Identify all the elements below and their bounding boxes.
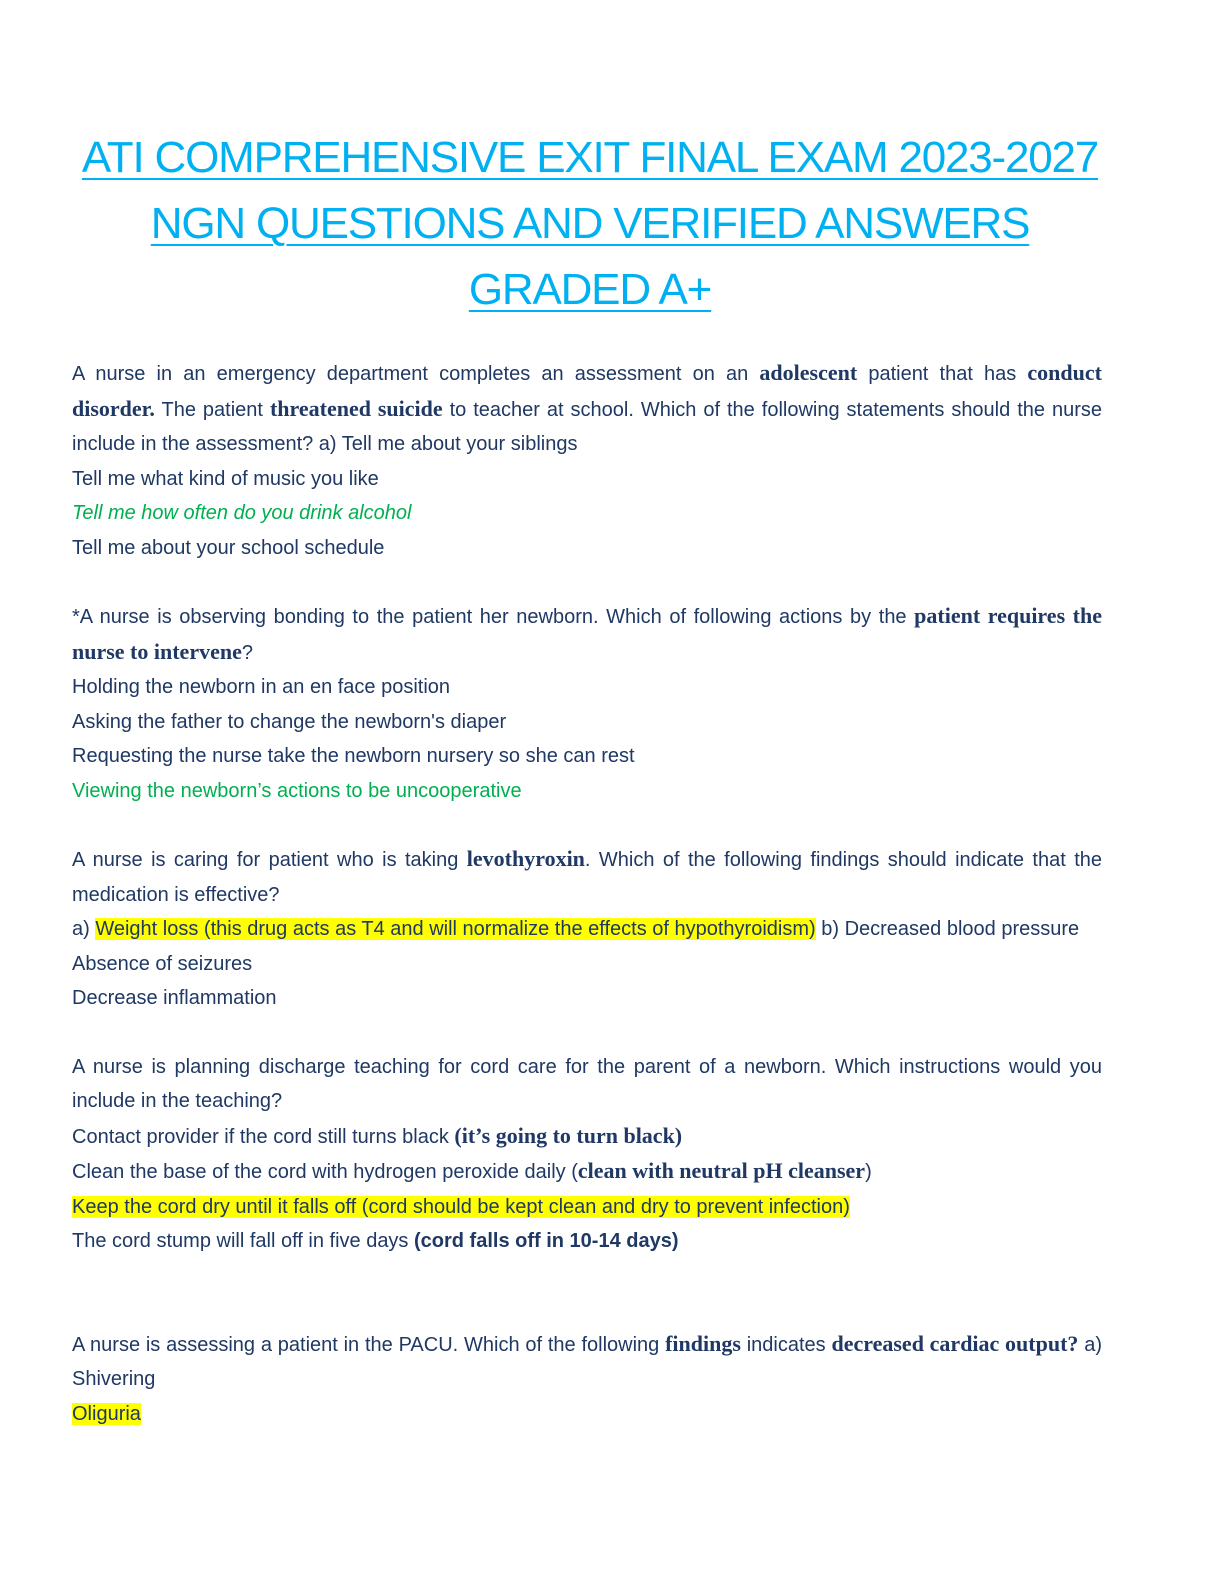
- correct-answer: Weight loss (this drug acts as T4 and will normalize the effects of hypothyroidism): [95, 918, 816, 940]
- answer-option: [72, 1119, 1102, 1155]
- text: indicates: [740, 1333, 832, 1356]
- bold-text: findings: [665, 1330, 741, 1356]
- question-stem: [72, 356, 1102, 462]
- text: to teacher at school. Which of the following statements should the nurse include in the assessment? a) Tell me about your siblings: [72, 398, 1102, 455]
- text: Clean the base of the cord with hydrogen peroxide daily (: [72, 1161, 578, 1183]
- answer-option: Requesting the nurse take the newborn nursery so she can rest: [72, 745, 635, 767]
- text: The patient: [154, 398, 270, 421]
- answer-option: [72, 1154, 1102, 1190]
- answer-options-ab: [72, 912, 1102, 947]
- question-2: [72, 599, 1102, 808]
- text: a) Shivering: [72, 1333, 1103, 1390]
- question-stem: [72, 842, 1102, 912]
- correct-answer: [72, 1397, 1102, 1432]
- title-line-3: GRADED A+: [468, 265, 712, 314]
- answer-option: [72, 1224, 1102, 1259]
- answer-option: Decrease inflammation: [72, 987, 277, 1009]
- title-line-2: NGN QUESTIONS AND VERIFIED ANSWERS: [150, 199, 1030, 248]
- bold-text: adolescent: [759, 360, 858, 385]
- bold-text: conduct disorder.: [72, 360, 1102, 421]
- correct-answer: Viewing the newborn’s actions to be uncooperative: [72, 779, 522, 802]
- question-1: [72, 356, 1102, 565]
- bold-text: (cord falls off in 10-14 days): [414, 1230, 679, 1252]
- question-stem: [72, 1327, 1102, 1397]
- bold-text: (it’s going to turn black): [454, 1122, 683, 1148]
- text: ?: [241, 641, 253, 664]
- text: A nurse is caring for patient who is taking: [72, 849, 467, 871]
- question-4: [72, 1050, 1102, 1259]
- answer-option: Tell me about your school schedule: [72, 536, 385, 559]
- text: Contact provider if the cord still turns black: [72, 1125, 455, 1148]
- text: ): [865, 1161, 872, 1183]
- answer-option: Holding the newborn in an en face position: [72, 676, 451, 698]
- text: . Which of the following findings should indicate that the medication is effective?: [72, 849, 1103, 906]
- highlighted-text: Keep the cord dry until it falls off (cord should be kept clean and dry to prevent infection): [72, 1195, 850, 1218]
- answer-option: b) Decreased blood pressure: [815, 918, 1080, 940]
- bold-text: threatened suicide: [269, 395, 443, 421]
- answer-option: Asking the father to change the newborn's diaper: [72, 710, 507, 733]
- text: A nurse in an emergency department completes an assessment on an: [72, 363, 760, 385]
- answer-option: Tell me what kind of music you like: [72, 467, 379, 490]
- text: A nurse is assessing a patient in the PACU. Which of the following: [72, 1333, 666, 1356]
- question-stem: [72, 599, 1102, 670]
- highlighted-text: Oliguria: [72, 1402, 141, 1425]
- question-stem: A nurse is planning discharge teaching for cord care for the parent of a newborn. Which instructions would you include in the teaching?: [72, 1055, 1102, 1112]
- bold-text: patient requires the nurse to intervene: [72, 603, 1103, 664]
- bold-text: levothyroxin: [466, 846, 585, 871]
- correct-answer: Tell me how often do you drink alcohol: [72, 502, 412, 524]
- text: a): [72, 918, 96, 940]
- bold-text: clean with neutral pH cleanser: [577, 1158, 866, 1183]
- text: The cord stump will fall off in five days: [72, 1230, 414, 1252]
- question-5: [72, 1327, 1102, 1432]
- text: patient that has: [857, 363, 1028, 385]
- correct-answer: [72, 1190, 1102, 1225]
- title-line-1: ATI COMPREHENSIVE EXIT FINAL EXAM 2023-2027: [81, 133, 1099, 182]
- bold-text: decreased cardiac output?: [831, 1330, 1079, 1356]
- answer-option: Absence of seizures: [72, 952, 253, 975]
- question-3: [72, 842, 1102, 1016]
- document-body: [72, 356, 1102, 1431]
- text: *A nurse is observing bonding to the patient her newborn. Which of following actions by the: [72, 606, 915, 628]
- document-title: [60, 125, 1120, 323]
